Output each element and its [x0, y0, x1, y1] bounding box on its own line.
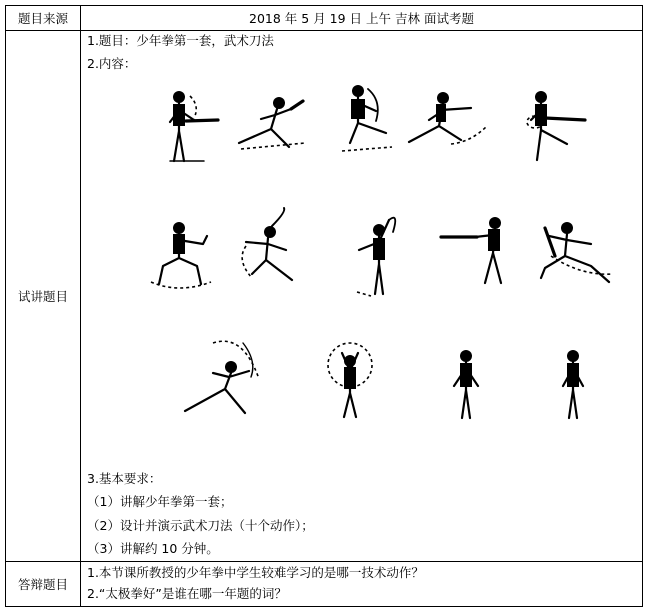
- ready-stand-figure: [543, 346, 603, 421]
- lecture-topic: 1.题目：少年拳第一套，武术刀法: [87, 33, 274, 48]
- lecture-row: [6, 31, 643, 562]
- stand-hold-saber-figure: [156, 86, 226, 166]
- content-label: 2.内容：: [87, 56, 137, 71]
- crouch-wrap-saber-figure: [226, 206, 316, 296]
- requirement-3: （3）讲解约 10 分钟。: [87, 541, 219, 556]
- header-row: [6, 6, 643, 31]
- requirements-label: 3.基本要求：: [87, 471, 162, 486]
- walk-saber-figure: [431, 211, 521, 291]
- balance-swing-saber-figure: [336, 81, 406, 161]
- bow-stance-arc-figure: [173, 331, 273, 421]
- exam-table: [5, 5, 643, 607]
- defense-content: [81, 562, 643, 607]
- defense-question-1: 1.本节课所教授的少年拳中学生较难学习的是哪一技术动作？: [87, 565, 424, 580]
- circle-swing-figure: [306, 341, 396, 421]
- source-value: 2018 年 5 月 19 日 上午 吉林 面试考题: [81, 6, 643, 31]
- defense-row: [6, 562, 643, 607]
- lunge-low-saber-figure: [231, 91, 311, 161]
- defense-question-2: 2.“太极拳好”是谁在哪一年题的词？: [87, 586, 287, 601]
- requirement-1: （1）讲解少年拳第一套；: [87, 494, 233, 509]
- one-leg-saber-figure: [501, 86, 591, 166]
- closing-stand-figure: [436, 346, 496, 421]
- lecture-label: 试讲题目: [6, 31, 81, 562]
- source-label: 题目来源: [6, 6, 81, 31]
- requirement-2: （2）设计并演示武术刀法（十个动作）；: [87, 518, 314, 533]
- lunge-thrust-saber-figure: [401, 86, 491, 161]
- defense-label: 答辩题目: [6, 562, 81, 607]
- bow-stance-block-figure: [521, 216, 621, 291]
- horse-stance-saber-figure: [141, 216, 231, 296]
- overhead-saber-figure: [339, 206, 419, 301]
- lecture-content: [81, 31, 643, 562]
